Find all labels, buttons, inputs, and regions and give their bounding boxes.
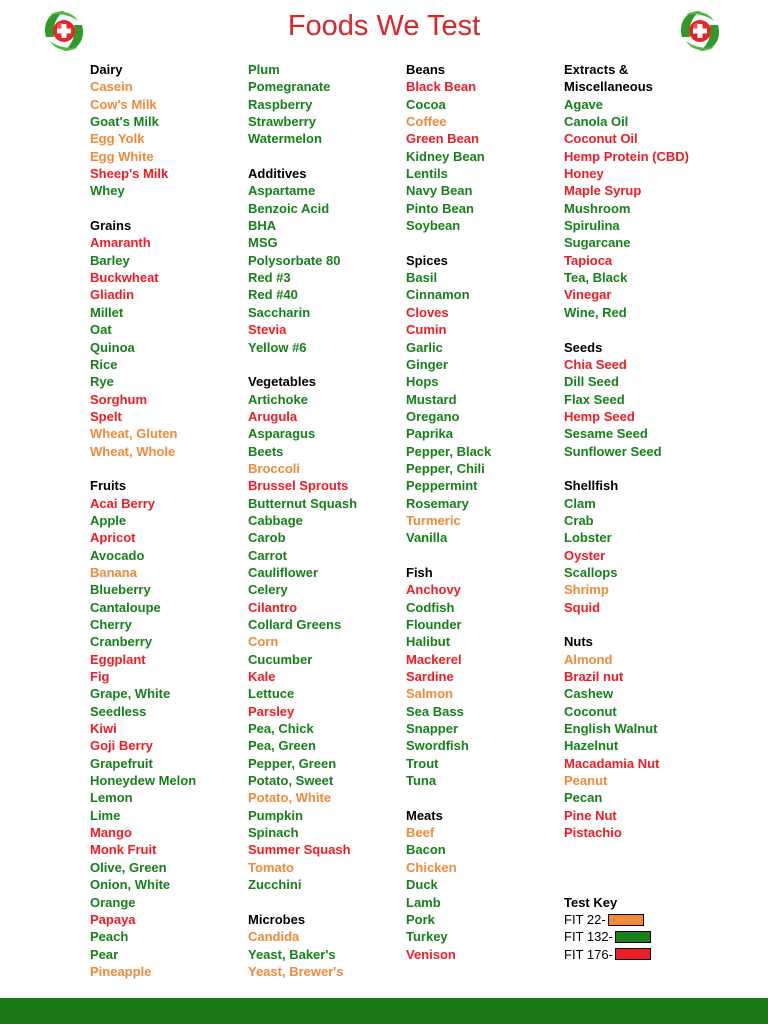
food-item: Swordfish (406, 738, 469, 754)
food-item: Brazil nut (564, 669, 624, 685)
food-item: Mackerel (406, 651, 462, 667)
food-item: Tuna (406, 773, 437, 789)
food-item: Cow's Milk (90, 96, 157, 112)
section-spacer (406, 789, 564, 806)
food-item: Orange (90, 894, 136, 910)
food-item: Pork (406, 911, 435, 927)
food-item: Corn (248, 634, 279, 650)
section-header: Shellfish (564, 478, 619, 494)
food-item: Butternut Squash (248, 495, 358, 511)
food-item: Gliadin (90, 287, 135, 303)
food-item: Goji Berry (90, 738, 153, 754)
food-item: Egg White (90, 148, 154, 164)
food-item: Bacon (406, 842, 446, 858)
food-item: Pea, Green (248, 738, 316, 754)
food-item: Celery (248, 582, 288, 598)
food-item: Coconut (564, 703, 617, 719)
food-item: Candida (248, 929, 300, 945)
section-header: Meats (406, 807, 443, 823)
food-item: Chia Seed (564, 356, 627, 372)
food-item: Avocado (90, 547, 145, 563)
food-item: Oregano (406, 408, 460, 424)
food-item: Codfish (406, 599, 455, 615)
food-item: Pumpkin (248, 807, 303, 823)
food-item: Pistachio (564, 825, 622, 841)
food-item: Brussel Sprouts (248, 478, 349, 494)
food-item: Garlic (406, 339, 443, 355)
section-spacer (90, 460, 248, 477)
food-item: Parsley (248, 703, 295, 719)
food-item: Asparagus (248, 426, 316, 442)
test-key-label: FIT 22- (564, 911, 606, 927)
food-item: Turmeric (406, 512, 461, 528)
food-item: English Walnut (564, 721, 658, 737)
food-item: Cranberry (90, 634, 153, 650)
food-item: Spirulina (564, 218, 620, 234)
section-spacer (564, 841, 722, 858)
food-item: Fig (90, 669, 110, 685)
food-item: Wheat, Gluten (90, 426, 178, 442)
food-item: Sunflower Seed (564, 443, 662, 459)
food-item: Sardine (406, 669, 454, 685)
food-item: Collard Greens (248, 617, 342, 632)
food-item: Cumin (406, 322, 447, 338)
food-item: Peach (90, 929, 129, 945)
section-spacer (406, 234, 564, 251)
section-spacer (248, 894, 406, 911)
food-item: Cauliflower (248, 564, 319, 580)
food-item: Hazelnut (564, 738, 619, 754)
food-item: Honeydew Melon (90, 773, 197, 789)
test-key-entry (564, 911, 722, 928)
food-item: Cilantro (248, 599, 298, 615)
food-item: Rice (90, 356, 118, 372)
food-item: Mushroom (564, 200, 631, 216)
food-item: Zucchini (248, 877, 302, 893)
food-item: Papaya (90, 911, 136, 927)
food-item: BHA (248, 218, 277, 234)
food-item: Eggplant (90, 651, 146, 667)
food-item: Basil (406, 270, 438, 286)
food-item: Beets (248, 443, 284, 459)
food-item: Agave (564, 96, 604, 112)
food-item: Pineapple (90, 963, 152, 979)
food-item: Pomegranate (248, 79, 331, 95)
food-item: Peanut (564, 773, 608, 789)
food-item: Cinnamon (406, 287, 470, 303)
food-item: Sorghum (90, 391, 148, 407)
food-item: Monk Fruit (90, 842, 157, 858)
food-item: Banana (90, 564, 137, 580)
food-item: MSG (248, 235, 278, 251)
section-header: Nuts (564, 634, 593, 650)
food-item: Kale (248, 669, 276, 685)
food-item: Almond (564, 651, 613, 667)
section-header: Microbes (248, 911, 306, 927)
food-item: Scallops (564, 564, 618, 580)
food-item: Plum (248, 62, 280, 77)
section-spacer (248, 356, 406, 373)
food-item: Pea, Chick (248, 721, 314, 737)
food-item: Carrot (248, 547, 288, 563)
food-item: Onion, White (90, 877, 171, 893)
food-item: Broccoli (248, 460, 301, 476)
page-title: Foods We Test (287, 10, 481, 42)
food-item: Egg Yolk (90, 131, 145, 147)
color-swatch (608, 914, 644, 926)
footer-bar (0, 998, 768, 1024)
food-item: Potato, White (248, 790, 332, 806)
food-item: Pine Nut (564, 807, 617, 823)
food-item: Cocoa (406, 96, 446, 112)
food-item: Sea Bass (406, 703, 464, 719)
food-item: Cucumber (248, 651, 313, 667)
food-item: Cabbage (248, 512, 303, 528)
food-item: Strawberry (248, 114, 316, 130)
food-item: Barley (90, 252, 130, 268)
section-header: Seeds (564, 339, 603, 355)
food-item: Lamb (406, 894, 441, 910)
food-item: Amaranth (90, 235, 151, 251)
food-item: Artichoke (248, 391, 308, 407)
food-item: Carob (248, 530, 286, 546)
food-item: Olive, Green (90, 859, 167, 875)
food-item: Blueberry (90, 582, 151, 598)
food-item: Flounder (406, 617, 462, 632)
food-item: Millet (90, 304, 124, 320)
food-item: Quinoa (90, 339, 135, 355)
test-key-entry (564, 946, 722, 963)
food-item: Mango (90, 825, 132, 841)
section-spacer (564, 460, 722, 477)
food-item: Navy Bean (406, 183, 473, 199)
food-item: Lemon (90, 790, 133, 806)
food-column-1 (90, 61, 248, 980)
food-item: Red #3 (248, 270, 291, 286)
section-header: Fruits (90, 478, 127, 494)
food-item: Pepper, Black (406, 443, 492, 459)
food-item: Chicken (406, 859, 457, 875)
food-item: Dill Seed (564, 374, 619, 390)
food-item: Cantaloupe (90, 599, 161, 615)
food-item: Mustard (406, 391, 457, 407)
food-item: Spinach (248, 825, 299, 841)
food-item: Rye (90, 374, 114, 390)
section-spacer (564, 321, 722, 338)
food-item: Cherry (90, 617, 132, 632)
food-item: Lentils (406, 166, 448, 182)
food-item: Duck (406, 877, 438, 893)
food-item: Yeast, Brewer's (248, 963, 344, 979)
section-spacer (564, 859, 722, 876)
food-item: Apple (90, 512, 127, 528)
food-item: Hemp Seed (564, 408, 635, 424)
food-item: Yellow #6 (248, 339, 307, 355)
food-item: Coconut Oil (564, 131, 638, 147)
section-header: Extracts & (564, 62, 629, 77)
food-item: Lime (90, 807, 121, 823)
food-item: Cloves (406, 304, 449, 320)
food-item: Pepper, Green (248, 755, 337, 771)
food-item: Buckwheat (90, 270, 159, 286)
section-spacer (564, 876, 722, 893)
food-item: Tapioca (564, 252, 613, 268)
food-item: Kiwi (90, 721, 117, 737)
food-item: Oat (90, 322, 112, 338)
test-key-header: Test Key (564, 894, 618, 910)
color-swatch (615, 948, 651, 960)
food-item: Rosemary (406, 495, 469, 511)
food-item: Seedless (90, 703, 147, 719)
food-item: Tomato (248, 859, 294, 875)
food-item: Black Bean (406, 79, 477, 95)
food-item: Peppermint (406, 478, 478, 494)
food-item: Vanilla (406, 530, 448, 546)
food-item: Soybean (406, 218, 461, 234)
food-item: Lobster (564, 530, 612, 546)
section-header: Dairy (90, 62, 123, 77)
food-item: Snapper (406, 721, 459, 737)
food-item: Whey (90, 183, 125, 199)
food-item: Canola Oil (564, 114, 629, 130)
food-item: Wine, Red (564, 304, 627, 320)
section-spacer (406, 547, 564, 564)
food-item: Red #40 (248, 287, 298, 303)
food-item: Paprika (406, 426, 453, 442)
food-item: Ginger (406, 356, 448, 372)
food-item: Arugula (248, 408, 298, 424)
food-item: Yeast, Baker's (248, 946, 336, 962)
section-header: Beans (406, 62, 446, 77)
food-item: Stevia (248, 322, 287, 338)
food-item: Green Bean (406, 131, 479, 147)
food-item: Grape, White (90, 686, 171, 702)
food-item: Sesame Seed (564, 426, 648, 442)
food-item: Crab (564, 512, 594, 528)
food-item: Salmon (406, 686, 453, 702)
food-item: Pear (90, 946, 119, 962)
food-item: Polysorbate 80 (248, 252, 341, 268)
food-item: Maple Syrup (564, 183, 642, 199)
food-item: Kidney Bean (406, 148, 485, 164)
food-item: Sugarcane (564, 235, 631, 251)
food-item: Tea, Black (564, 270, 628, 286)
food-item: Flax Seed (564, 391, 625, 407)
test-key-label: FIT 132- (564, 929, 613, 945)
food-item: Oyster (564, 547, 606, 563)
section-header: Fish (406, 564, 433, 580)
food-item: Raspberry (248, 96, 313, 112)
food-column-4 (564, 61, 722, 963)
food-item: Aspartame (248, 183, 316, 199)
food-item: Benzoic Acid (248, 200, 330, 216)
food-item: Apricot (90, 530, 136, 546)
section-header: Miscellaneous (564, 79, 653, 95)
section-spacer (564, 616, 722, 633)
food-item: Turkey (406, 929, 448, 945)
food-item: Hemp Protein (CBD) (564, 148, 689, 164)
food-item: Potato, Sweet (248, 773, 334, 789)
food-item: Anchovy (406, 582, 461, 598)
food-item: Watermelon (248, 131, 322, 147)
food-item: Cashew (564, 686, 614, 702)
food-item: Spelt (90, 408, 122, 424)
section-spacer (90, 200, 248, 217)
food-item: Hops (406, 374, 439, 390)
food-item: Acai Berry (90, 495, 156, 511)
food-item: Shrimp (564, 582, 609, 598)
food-item: Casein (90, 79, 133, 95)
food-item: Vinegar (564, 287, 612, 303)
food-item: Pepper, Chili (406, 460, 485, 476)
color-swatch (615, 931, 651, 943)
food-item: Lettuce (248, 686, 295, 702)
section-spacer (248, 148, 406, 165)
food-item: Grapefruit (90, 755, 153, 771)
food-item: Coffee (406, 114, 447, 130)
section-header: Grains (90, 218, 132, 234)
food-item: Venison (406, 946, 456, 962)
food-item: Goat's Milk (90, 114, 159, 130)
food-item: Pinto Bean (406, 200, 474, 216)
food-item: Sheep's Milk (90, 166, 169, 182)
section-header: Spices (406, 252, 448, 268)
food-column-2 (248, 61, 406, 980)
food-item: Honey (564, 166, 604, 182)
food-item: Halibut (406, 634, 451, 650)
food-item: Macadamia Nut (564, 755, 660, 771)
section-header: Vegetables (248, 374, 316, 390)
section-header: Additives (248, 166, 307, 182)
food-item: Saccharin (248, 304, 311, 320)
food-item: Summer Squash (248, 842, 351, 858)
food-item: Beef (406, 825, 435, 841)
food-column-3 (406, 61, 564, 963)
food-item: Clam (564, 495, 596, 511)
food-item: Pecan (564, 790, 603, 806)
test-key-label: FIT 176- (564, 946, 613, 962)
food-item: Squid (564, 599, 601, 615)
food-item: Wheat, Whole (90, 443, 176, 459)
test-key-entry (564, 928, 722, 945)
food-item: Trout (406, 755, 439, 771)
